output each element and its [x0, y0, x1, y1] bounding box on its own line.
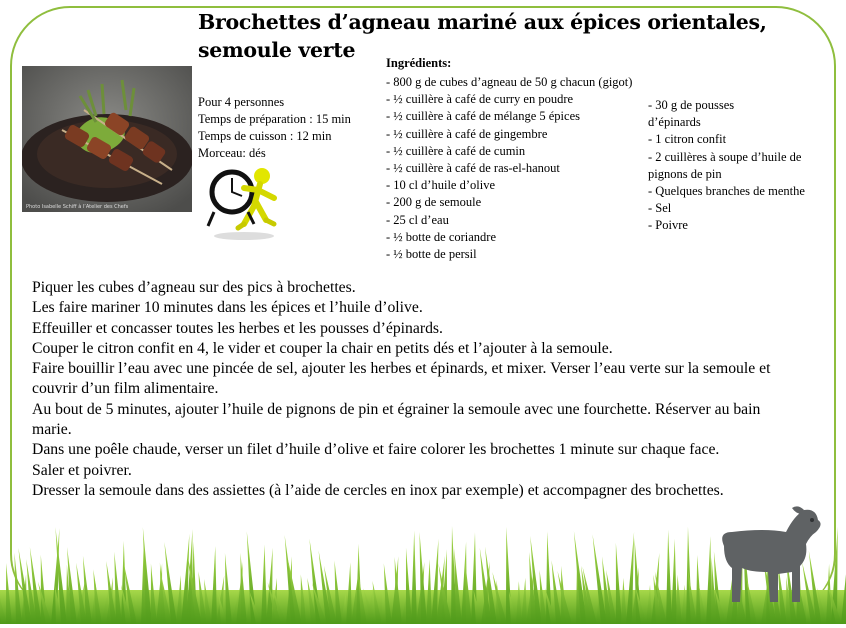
cook-time: Temps de cuisson : 12 min: [198, 129, 332, 143]
list-item: - ½ botte de persil: [386, 247, 477, 262]
ingredients-list-1: [386, 74, 648, 263]
list-item: - Poivre: [648, 218, 688, 233]
servings: Pour 4 personnes: [198, 95, 285, 109]
recipe-steps: [32, 278, 794, 501]
cut-type: Morceau: dés: [198, 146, 266, 160]
list-item: - ½ cuillère à café de mélange 5 épices: [386, 109, 580, 124]
lamb-icon: [704, 502, 828, 614]
list-item: - 2 cuillères à soupe d’huile de pignons de pin: [648, 149, 802, 181]
step: Faire bouillir l’eau avec une pincée de sel, ajouter les herbes et épinards, et mixer. Verser l’eau verte sur la semoule et couvrir d’un film alimentaire.: [32, 360, 771, 398]
list-item: - 200 g de semoule: [386, 195, 482, 210]
list-item: - ½ cuillère à café de curry en poudre: [386, 92, 574, 107]
ingredients-heading: Ingrédients:: [386, 56, 452, 70]
list-item: - ½ botte de coriandre: [386, 229, 497, 244]
clock-icon: [204, 162, 280, 242]
recipe-info: [198, 94, 388, 162]
list-item: - ½ cuillère à café de gingembre: [386, 126, 548, 141]
step: Dans une poêle chaude, verser un filet d’huile d’olive et faire colorer les brochettes 1 minute sur chaque face.: [32, 441, 720, 459]
list-item: - 30 g de pousses d’épinards: [648, 98, 735, 130]
step: Au bout de 5 minutes, ajouter l’huile de pignons de pin et égrainer la semoule avec une fourchette. Réserver au bain marie.: [32, 400, 761, 439]
recipe-title: Brochettes d’agneau mariné aux épices orientales, semoule verte: [198, 10, 767, 62]
list-item: - 1 citron confit: [648, 132, 727, 147]
list-item: - ½ cuillère à café de cumin: [386, 143, 526, 158]
list-item: - Quelques branches de menthe: [648, 184, 805, 199]
photo-credit: Photo Isabelle Schiff à l’Atelier des Chefs: [26, 204, 129, 210]
list-item: - Sel: [648, 201, 672, 216]
step: Dresser la semoule dans des assiettes (à l’aide de cercles en inox par exemple) et accompagner des brochettes.: [32, 481, 724, 499]
dish-illustration: [22, 66, 192, 212]
dish-photo: [22, 66, 192, 212]
step: Les faire mariner 10 minutes dans les épices et l’huile d’olive.: [32, 299, 423, 317]
step: Couper le citron confit en 4, le vider et couper la chair en petits dés et l’ajouter à la semoule.: [32, 339, 613, 357]
step: Saler et poivrer.: [32, 461, 132, 479]
step: Effeuiller et concasser toutes les herbes et les pousses d’épinards.: [32, 319, 443, 337]
list-item: - 25 cl d’eau: [386, 212, 449, 227]
ingredients-list-2: [648, 97, 838, 235]
list-item: - 10 cl d’huile d’olive: [386, 178, 495, 193]
prep-time: Temps de préparation : 15 min: [198, 112, 351, 126]
list-item: - 800 g de cubes d’agneau de 50 g chacun (gigot): [386, 75, 633, 89]
list-item: - ½ cuillère à café de ras-el-hanout: [386, 161, 560, 176]
step: Piquer les cubes d’agneau sur des pics à brochettes.: [32, 279, 356, 296]
